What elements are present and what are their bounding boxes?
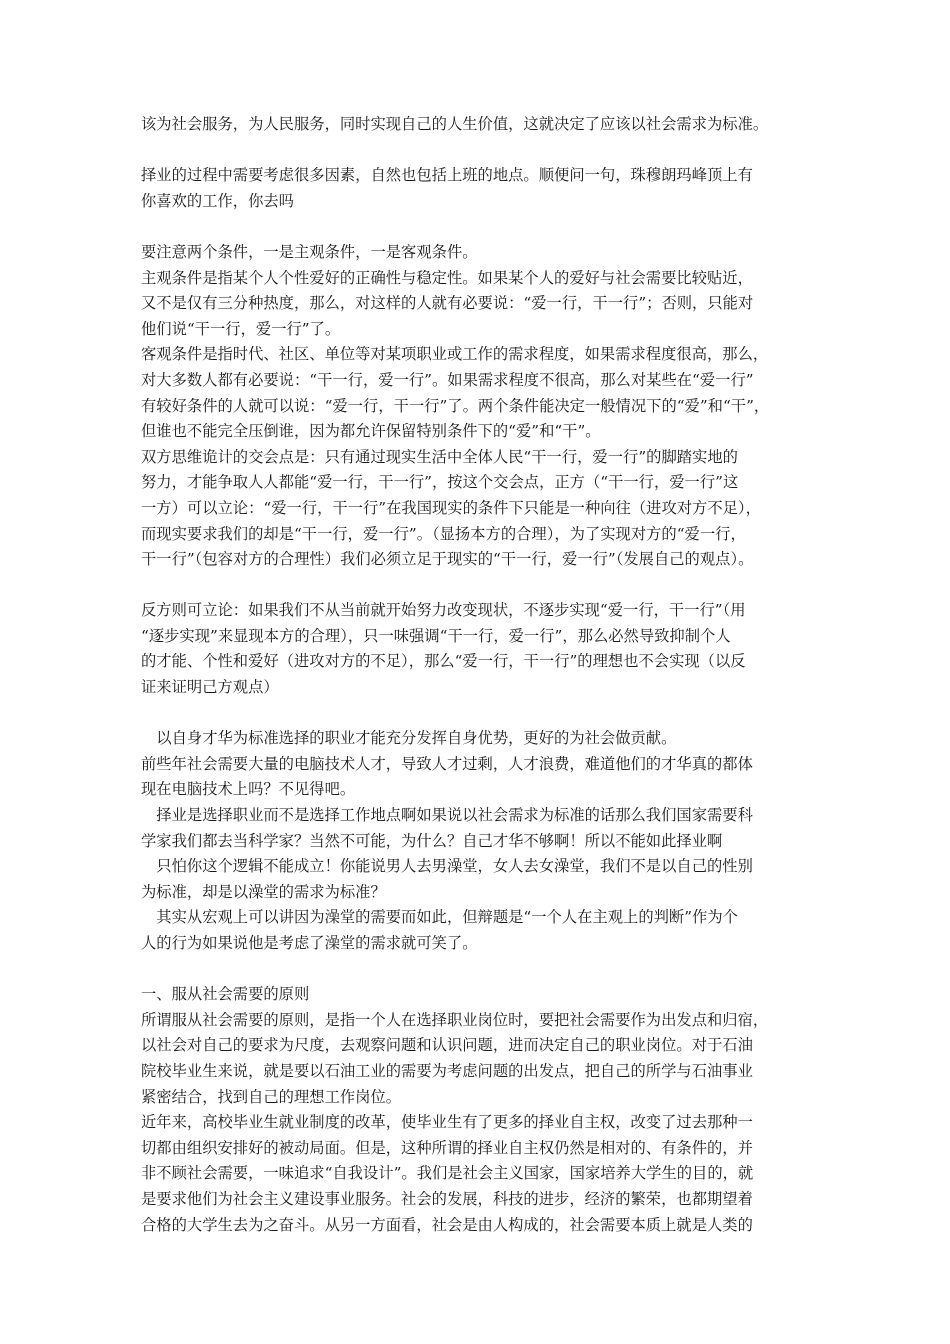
paragraph-spacer [141,957,814,983]
text-line: 择业的过程中需要考虑很多因素，自然也包括上班的地点。顺便问一句，珠穆朗玛峰顶上有 [141,166,753,185]
text-line: 非不顾社会需要，一味追求“自我设计”。我们是社会主义国家，国家培养大学生的目的，就 [141,1164,754,1183]
text-line: 紧密结合，找到自己的理想工作岗位。 [141,1087,402,1106]
paragraph-spacer [141,138,814,164]
paragraph-spacer [141,701,814,727]
paragraph [141,598,814,700]
text-line: 一、服从社会需要的原则 [141,985,310,1004]
text-line: 他们说“干一行，爱一行”了。 [141,319,341,338]
text-line: 为标准，却是以澡堂的需求为标准？ [141,882,386,901]
paragraph [141,342,814,444]
paragraph [141,1110,814,1238]
paragraph [141,1008,814,1110]
text-line: 切都由组织安排好的被动局面。但是，这种所谓的择业自主权仍然是相对的、有条件的，并 [141,1138,753,1157]
text-line: 其实从宏观上可以讲因为澡堂的需要而如此，但辩题是“一个人在主观上的判断”作为个 [141,908,738,927]
text-line: 有较好条件的人就可以说：“爱一行，干一行”了。两个条件能决定一般情况下的“爱”和“干”， [141,396,770,415]
paragraph [141,240,814,266]
text-line: 干一行”（包容对方的合理性）我们必须立足于现实的“干一行，爱一行”（发展自己的观点）。 [141,550,754,569]
text-line: 努力，才能争取人人都能“爱一行，干一行”，按这个交会点，正方（“干一行，爱一行”这 [141,473,739,492]
text-line: 前些年社会需要大量的电脑技术人才，导致人才过剩，人才浪费，难道他们的才华真的都体 [141,754,753,773]
text-line: 双方思维诡计的交会点是：只有通过现实生活中全体人民“干一行，爱一行”的脚踏实地的 [141,447,738,466]
paragraph-spacer [141,573,814,599]
text-line: 证来证明己方观点） [141,678,279,697]
text-line: 对大多数人都有必要说：“干一行，爱一行”。如果需求程度不很高，那么对某些在“爱一行” [141,370,754,389]
text-line: 但谁也不能完全压倒谁，因为都允许保留特别条件下的“爱”和“干”。 [141,422,601,441]
text-line: “逐步实现”来显现本方的合理），只一味强调“干一行，爱一行”，那么必然导致抑制个人 [141,626,731,645]
text-line: 你喜欢的工作，你去吗 [141,191,294,210]
paragraph [141,112,814,138]
paragraph [141,905,814,956]
text-line: 院校毕业生来说，就是要以石油工业的需要为考虑问题的出发点，把自己的所学与石油事业 [141,1061,753,1080]
text-line: 择业是选择职业而不是选择工作地点啊如果说以社会需求为标准的话那么我们国家需要科 [141,806,753,825]
text-line: 客观条件是指时代、社区、单位等对某项职业或工作的需求程度，如果需求程度很高，那么， [141,345,769,364]
text-line: 主观条件是指某个人个性爱好的正确性与稳定性。如果某个人的爱好与社会需要比较贴近， [141,268,753,287]
text-line: 要注意两个条件，一是主观条件，一是客观条件。 [141,242,478,261]
text-line: 反方则可立论：如果我们不从当前就开始努力改变现状，不逐步实现“爱一行，干一行”（用 [141,601,746,620]
text-line: 只怕你这个逻辑不能成立！你能说男人去男澡堂，女人去女澡堂，我们不是以自己的性别 [141,857,753,876]
text-line: 以社会对自己的要求为尺度，去观察问题和认识问题，进而决定自己的职业岗位。对于石油 [141,1036,753,1055]
paragraph [141,803,814,854]
text-line: 合格的大学生去为之奋斗。从另一方面看，社会是由人构成的，社会需要本质上就是人类的 [141,1215,753,1234]
text-line: 所谓服从社会需要的原则，是指一个人在选择职业岗位时，要把社会需要作为出发点和归宿， [141,1010,769,1029]
text-line: 以自身才华为标准选择的职业才能充分发挥自身优势，更好的为社会做贡献。 [141,729,677,748]
paragraph [141,982,814,1008]
paragraph [141,854,814,905]
text-line: 学家我们都去当科学家？当然不可能，为什么？自己才华不够啊！所以不能如此择业啊 [141,831,723,850]
paragraph [141,726,814,752]
text-line: 一方）可以立论：“爱一行，干一行”在我国现实的条件下只能是一种向往（进攻对方不足）， [141,498,761,517]
paragraph [141,445,814,573]
text-line: 又不是仅有三分种热度，那么，对这样的人就有必要说：“爱一行，干一行”；否则，只能对 [141,294,754,313]
text-line: 是要求他们为社会主义建设事业服务。社会的发展，科技的进步，经济的繁荣，也都期望着 [141,1189,753,1208]
paragraph [141,752,814,803]
text-line: 的才能、个性和爱好（进攻对方的不足），那么“爱一行，干一行”的理想也不会实现（以反 [141,652,746,671]
text-line: 近年来，高校毕业生就业制度的改革，使毕业生有了更多的择业自主权，改变了过去那种一 [141,1113,753,1132]
text-line: 人的行为如果说他是考虑了澡堂的需求就可笑了。 [141,934,478,952]
text-line: 现在电脑技术上吗？不见得吧。 [141,780,356,799]
paragraph-spacer [141,214,814,240]
text-line: 该为社会服务，为人民服务，同时实现自己的人生价值，这就决定了应该以社会需求为标准。 [141,115,769,133]
paragraph [141,163,814,214]
text-line: 而现实要求我们的却是“干一行，爱一行”。（显扬本方的合理），为了实现对方的“爱一行， [141,524,746,543]
document-body [141,112,814,1238]
paragraph [141,266,814,343]
